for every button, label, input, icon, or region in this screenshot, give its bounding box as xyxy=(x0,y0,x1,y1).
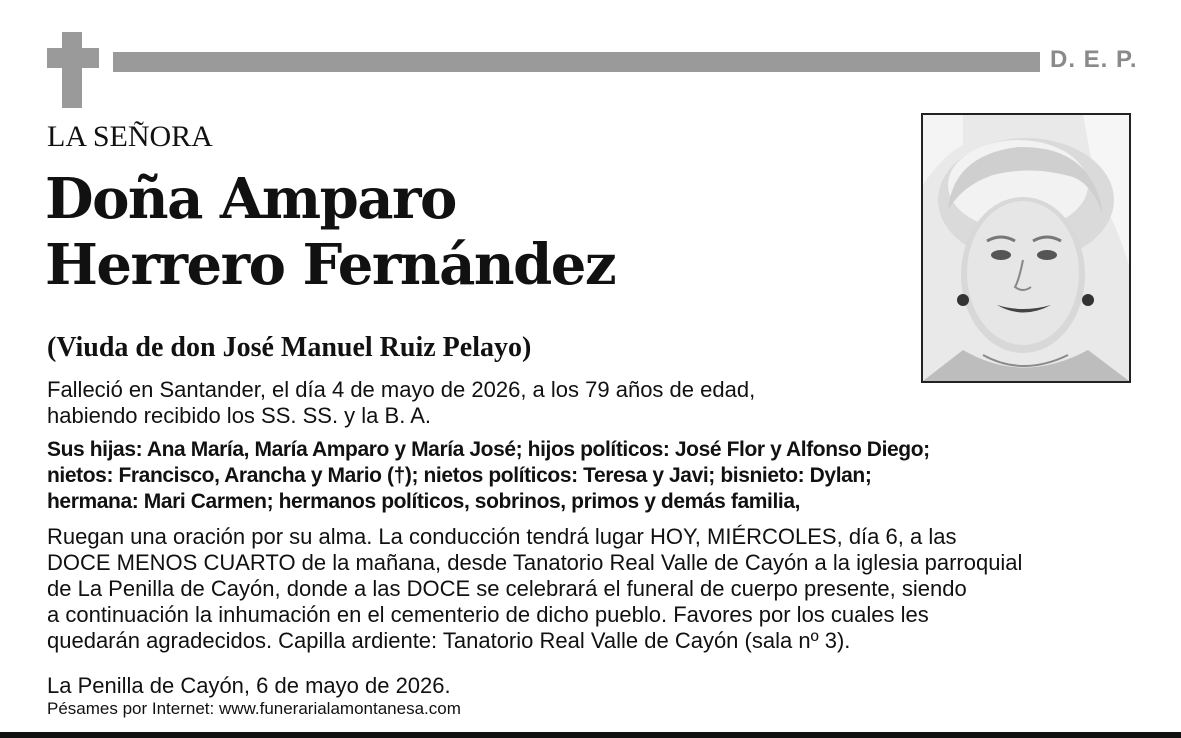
funeral-line: de La Penilla de Cayón, donde a las DOCE se celebrará el funeral de cuerpo presente, siendo xyxy=(47,576,967,601)
portrait-image xyxy=(923,115,1129,381)
deceased-name xyxy=(45,166,615,298)
death-line: habiendo recibido los SS. SS. y la B. A. xyxy=(47,403,432,428)
funeral-line: Ruegan una oración por su alma. La conducción tendrá lugar HOY, MIÉRCOLES, día 6, a las xyxy=(47,524,957,549)
header-rule xyxy=(113,52,1040,72)
funeral-details xyxy=(47,524,1137,654)
title-prefix: LA SEÑORA xyxy=(47,120,213,153)
place-date: La Penilla de Cayón, 6 de mayo de 2026. xyxy=(47,673,451,698)
condolences-link[interactable]: Pésames por Internet: www.funerarialamontanesa.com xyxy=(47,699,461,718)
cross-icon-bar xyxy=(47,48,99,68)
death-line: Falleció en Santander, el día 4 de mayo de 2026, a los 79 años de edad, xyxy=(47,377,756,402)
family-list xyxy=(47,437,1127,515)
deceased-name-line2: Herrero Fernández xyxy=(45,232,616,298)
deceased-name-line1: Doña Amparo xyxy=(45,166,456,232)
dep-label: D. E. P. xyxy=(1050,46,1138,73)
widow-of: (Viuda de don José Manuel Ruiz Pelayo) xyxy=(47,332,532,363)
bottom-border xyxy=(0,732,1181,738)
family-line: Sus hijas: Ana María, María Amparo y María José; hijos políticos: José Flor y Alfonso Diego; xyxy=(47,438,930,461)
family-line: hermana: Mari Carmen; hermanos políticos, sobrinos, primos y demás familia, xyxy=(47,490,801,513)
funeral-line: DOCE MENOS CUARTO de la mañana, desde Tanatorio Real Valle de Cayón a la iglesia parroquial xyxy=(47,550,1023,575)
family-line: nietos: Francisco, Arancha y Mario (†); nietos políticos: Teresa y Javi; bisnieto: Dylan; xyxy=(47,464,872,487)
funeral-line: a continuación la inhumación en el cementerio de dicho pueblo. Favores por los cuales les xyxy=(47,602,929,627)
death-notice xyxy=(47,377,907,429)
funeral-line: quedarán agradecidos. Capilla ardiente: Tanatorio Real Valle de Cayón (sala nº 3). xyxy=(47,628,851,653)
portrait-photo xyxy=(921,113,1131,383)
cross-icon xyxy=(62,32,82,108)
